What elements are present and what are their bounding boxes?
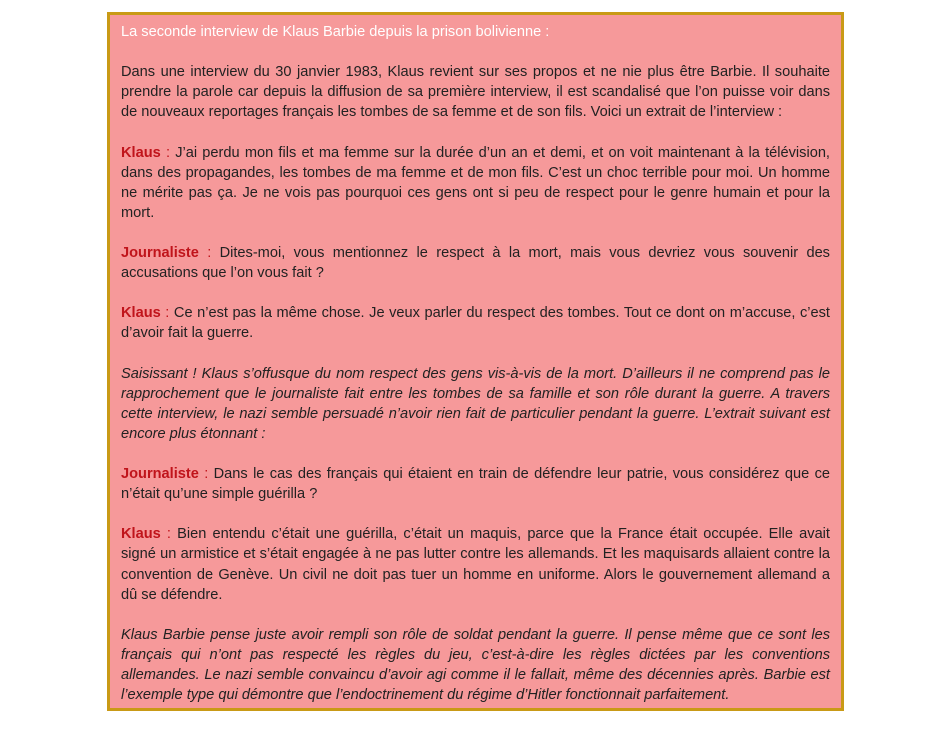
speaker-label: Klaus bbox=[121, 305, 161, 322]
speaker-label: Klaus bbox=[121, 526, 161, 543]
speaker-separator: : bbox=[198, 466, 214, 483]
exchange-text: J’ai perdu mon fils et ma femme sur la durée d’un an et demi, et on voit maintenant à la télévision, dans des propagandes, les tombes de ma femme et de mon fils. C’est un choc terrible pour moi. Un homme ne mérite pas ça. Je ne vois pas pourquoi ces gens ont si peu de respect pour le genre humain et pour la mort. bbox=[121, 144, 830, 221]
speaker-label: Journaliste bbox=[121, 245, 199, 262]
exchange-klaus-3 bbox=[121, 524, 830, 604]
exchange-journaliste-1 bbox=[121, 243, 830, 283]
exchange-klaus-2 bbox=[121, 303, 830, 343]
commentary-paragraph-1: Saisissant ! Klaus s’offusque du nom respect des gens vis-à-vis de la mort. D’ailleurs il ne comprend pas le rapprochement que le journaliste fait entre les tombes de sa famille et son rôle durant la guerre. A travers cette interview, le nazi semble persuadé n’avoir rien fait de particulier pendant la guerre. L’extrait suivant est encore plus étonnant : bbox=[121, 365, 830, 442]
speaker-separator: : bbox=[198, 245, 220, 262]
speaker-separator: : bbox=[160, 305, 174, 322]
exchange-text: Dites-moi, vous mentionnez le respect à la mort, mais vous devriez vous souvenir des accusations que l’on vous fait ? bbox=[121, 245, 830, 282]
exchange-klaus-1 bbox=[121, 143, 830, 223]
speaker-label: Journaliste bbox=[121, 466, 199, 483]
exchange-text: Dans le cas des français qui étaient en train de défendre leur patrie, vous considérez que ce n’était qu’une simple guérilla ? bbox=[121, 466, 830, 503]
speaker-separator: : bbox=[160, 526, 178, 543]
article-title: La seconde interview de Klaus Barbie depuis la prison bolivienne : bbox=[121, 24, 550, 40]
exchange-text: Ce n’est pas la même chose. Je veux parler du respect des tombes. Tout ce dont on m’accuse, c’est d’avoir fait la guerre. bbox=[121, 305, 830, 342]
commentary-paragraph-2: Klaus Barbie pense juste avoir rempli son rôle de soldat pendant la guerre. Il pense même que ce sont les français qui n’ont pas respecté les règles du jeu, c’est-à-dire les règles dictées par les conventions allemandes. Le nazi semble convaincu d’avoir agi comme il le fallait, même des décennies après. Barbie est l’exemple type qui démontre que l’endoctrinement du régime d’Hitler fonctionnait parfaitement. bbox=[121, 626, 830, 704]
exchange-text: Bien entendu c’était une guérilla, c’était un maquis, parce que la France était occupée. Elle avait signé un armistice et s’était engagée à ne pas lutter contre les allemands. Et les maquisards allaient contre la convention de Genève. Un civil ne doit pas tuer un homme en uniforme. Alors le gouvernement allemand a dû se défendre. bbox=[121, 526, 830, 603]
speaker-separator: : bbox=[160, 144, 176, 161]
article-box bbox=[107, 12, 844, 711]
exchange-journaliste-2 bbox=[121, 464, 830, 504]
speaker-label: Klaus bbox=[121, 144, 161, 161]
intro-paragraph: Dans une interview du 30 janvier 1983, Klaus revient sur ses propos et ne nie plus être Barbie. Il souhaite prendre la parole car depuis la diffusion de sa première interview, il est scandalisé que l’on puisse voir dans de nouveaux reportages français les tombes de sa femme et de son fils. Voici un extrait de l’interview : bbox=[121, 64, 830, 121]
